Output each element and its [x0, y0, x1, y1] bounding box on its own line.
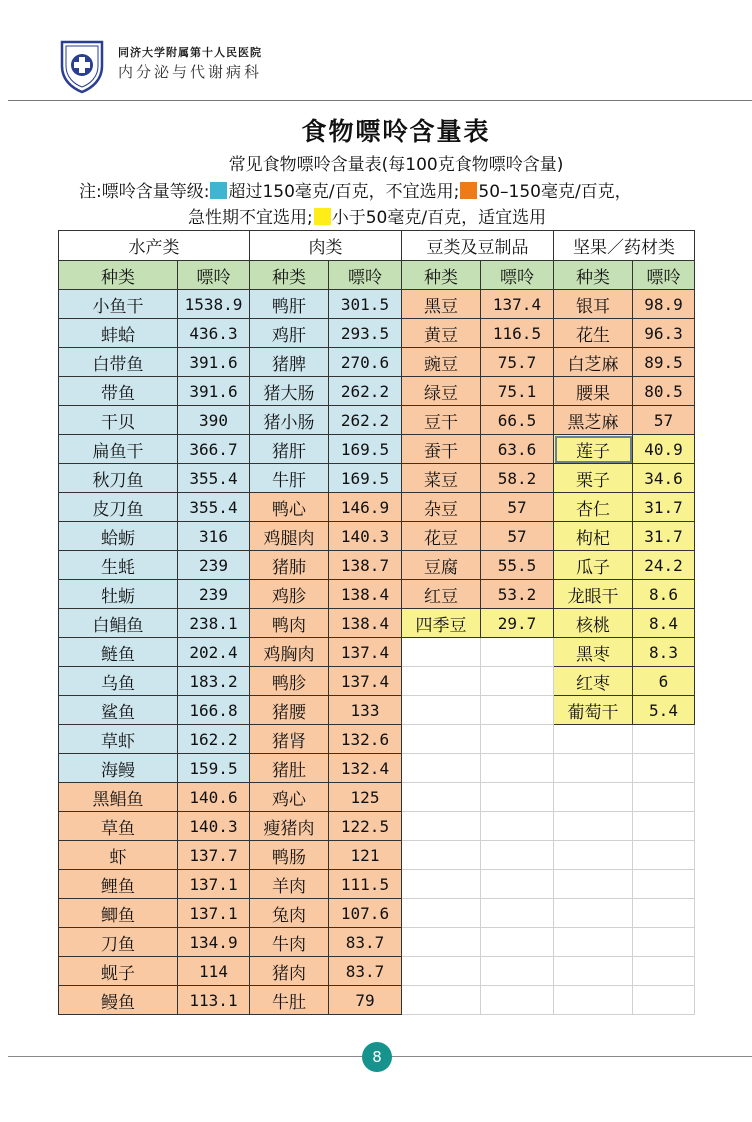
food-name-cell: 黑枣 [554, 638, 633, 667]
purine-value-cell: 239 [178, 551, 250, 580]
purine-value-cell: 140.3 [178, 812, 250, 841]
purine-value-cell: 137.1 [178, 870, 250, 899]
purine-value-cell: 140.6 [178, 783, 250, 812]
purine-value-cell [633, 957, 695, 986]
purine-value-cell: 137.1 [178, 899, 250, 928]
purine-value-cell: 146.9 [329, 493, 402, 522]
purine-value-cell: 162.2 [178, 725, 250, 754]
page-subtitle: 常见食物嘌呤含量表(每100克食物嘌呤含量) [228, 155, 564, 175]
food-name-cell: 枸杞 [554, 522, 633, 551]
food-name-cell: 牛肝 [250, 464, 329, 493]
food-name-cell [554, 870, 633, 899]
purine-value-cell: 183.2 [178, 667, 250, 696]
purine-value-cell: 57 [633, 406, 695, 435]
food-name-cell [402, 696, 481, 725]
food-name-cell [554, 783, 633, 812]
purine-value-cell [633, 841, 695, 870]
food-name-cell: 鲫鱼 [59, 899, 178, 928]
table-row [59, 638, 695, 667]
group-nuts: 坚果／药材类 [554, 231, 695, 261]
food-name-cell [554, 957, 633, 986]
purine-value-cell: 122.5 [329, 812, 402, 841]
purine-value-cell [633, 812, 695, 841]
food-name-cell [554, 899, 633, 928]
col-header-name: 种类 [402, 261, 481, 290]
purine-value-cell [633, 725, 695, 754]
table-row [59, 406, 695, 435]
purine-value-cell: 121 [329, 841, 402, 870]
purine-value-cell: 8.4 [633, 609, 695, 638]
food-name-cell: 栗子 [554, 464, 633, 493]
food-name-cell: 豆干 [402, 406, 481, 435]
legend-low-text: 小于50毫克/百克，适宜选用 [331, 208, 547, 228]
purine-value-cell [481, 928, 554, 957]
purine-value-cell [481, 812, 554, 841]
purine-value-cell [481, 783, 554, 812]
group-header-row [59, 231, 695, 261]
purine-value-cell: 239 [178, 580, 250, 609]
purine-value-cell: 111.5 [329, 870, 402, 899]
food-name-cell [554, 928, 633, 957]
food-name-cell [554, 812, 633, 841]
food-name-cell: 扁鱼干 [59, 435, 178, 464]
purine-value-cell: 262.2 [329, 377, 402, 406]
purine-value-cell: 113.1 [178, 986, 250, 1015]
table-row [59, 725, 695, 754]
purine-value-cell [633, 899, 695, 928]
food-name-cell: 猪大肠 [250, 377, 329, 406]
food-name-cell: 猪肾 [250, 725, 329, 754]
table-row [59, 783, 695, 812]
food-name-cell: 小鱼干 [59, 290, 178, 319]
food-name-cell: 猪脾 [250, 348, 329, 377]
group-meat: 肉类 [250, 231, 402, 261]
purine-value-cell: 355.4 [178, 464, 250, 493]
purine-value-cell: 138.4 [329, 609, 402, 638]
table-row [59, 928, 695, 957]
food-name-cell: 海鳗 [59, 754, 178, 783]
food-name-cell: 银耳 [554, 290, 633, 319]
food-name-cell: 核桃 [554, 609, 633, 638]
food-name-cell: 鸡胗 [250, 580, 329, 609]
legend-note-line2 [188, 203, 546, 228]
purine-value-cell: 66.5 [481, 406, 554, 435]
purine-value-cell: 75.7 [481, 348, 554, 377]
purine-value-cell: 116.5 [481, 319, 554, 348]
purine-value-cell: 140.3 [329, 522, 402, 551]
food-name-cell [554, 725, 633, 754]
table-row [59, 667, 695, 696]
food-name-cell [402, 725, 481, 754]
food-name-cell: 瘦猪肉 [250, 812, 329, 841]
food-name-cell: 白带鱼 [59, 348, 178, 377]
food-name-cell [402, 957, 481, 986]
food-name-cell: 莲子 [554, 435, 633, 464]
purine-value-cell: 34.6 [633, 464, 695, 493]
purine-value-cell: 31.7 [633, 522, 695, 551]
food-name-cell: 豆腐 [402, 551, 481, 580]
food-name-cell [402, 986, 481, 1015]
food-name-cell: 刀鱼 [59, 928, 178, 957]
purine-value-cell: 29.7 [481, 609, 554, 638]
purine-value-cell [481, 696, 554, 725]
purine-table [58, 230, 695, 1015]
food-name-cell: 牡蛎 [59, 580, 178, 609]
purine-value-cell [633, 986, 695, 1015]
purine-value-cell: 355.4 [178, 493, 250, 522]
hospital-name: 同济大学附属第十人民医院 [118, 46, 262, 59]
page-number: 8 [362, 1042, 392, 1072]
food-name-cell: 花豆 [402, 522, 481, 551]
purine-value-cell: 8.3 [633, 638, 695, 667]
purine-value-cell: 57 [481, 493, 554, 522]
food-name-cell: 猪肺 [250, 551, 329, 580]
food-name-cell: 草虾 [59, 725, 178, 754]
food-name-cell: 红豆 [402, 580, 481, 609]
purine-value-cell: 133 [329, 696, 402, 725]
food-name-cell: 杂豆 [402, 493, 481, 522]
food-name-cell: 干贝 [59, 406, 178, 435]
purine-value-cell: 57 [481, 522, 554, 551]
group-beans: 豆类及豆制品 [402, 231, 554, 261]
purine-value-cell: 137.4 [329, 667, 402, 696]
table-row [59, 812, 695, 841]
food-name-cell: 绿豆 [402, 377, 481, 406]
legend-swatch-mid [460, 182, 477, 199]
department-name: 内分泌与代谢病科 [118, 63, 263, 81]
purine-value-cell: 89.5 [633, 348, 695, 377]
purine-value-cell: 40.9 [633, 435, 695, 464]
table-row [59, 609, 695, 638]
purine-value-cell [633, 783, 695, 812]
food-name-cell: 鸡胸肉 [250, 638, 329, 667]
food-name-cell: 杏仁 [554, 493, 633, 522]
purine-value-cell: 238.1 [178, 609, 250, 638]
purine-value-cell: 5.4 [633, 696, 695, 725]
food-name-cell: 鸡心 [250, 783, 329, 812]
food-name-cell: 豌豆 [402, 348, 481, 377]
purine-value-cell [633, 870, 695, 899]
header-divider [8, 100, 752, 101]
food-name-cell: 猪肝 [250, 435, 329, 464]
table-row [59, 580, 695, 609]
legend-high-text: 超过150毫克/百克，不宜选用; [228, 182, 460, 202]
food-name-cell: 兔肉 [250, 899, 329, 928]
food-name-cell [402, 812, 481, 841]
food-name-cell: 花生 [554, 319, 633, 348]
column-header-row [59, 261, 695, 290]
legend-swatch-low [314, 208, 331, 225]
col-header-value: 嘌呤 [633, 261, 695, 290]
food-name-cell [402, 667, 481, 696]
food-name-cell: 羊肉 [250, 870, 329, 899]
purine-value-cell: 134.9 [178, 928, 250, 957]
food-name-cell: 生蚝 [59, 551, 178, 580]
food-name-cell: 鲤鱼 [59, 870, 178, 899]
food-name-cell: 带鱼 [59, 377, 178, 406]
purine-value-cell: 159.5 [178, 754, 250, 783]
purine-value-cell: 63.6 [481, 435, 554, 464]
food-name-cell: 鸡肝 [250, 319, 329, 348]
col-header-name: 种类 [554, 261, 633, 290]
food-name-cell: 秋刀鱼 [59, 464, 178, 493]
food-name-cell: 菜豆 [402, 464, 481, 493]
food-name-cell [402, 783, 481, 812]
food-name-cell [402, 638, 481, 667]
purine-value-cell: 114 [178, 957, 250, 986]
purine-value-cell: 1538.9 [178, 290, 250, 319]
food-name-cell: 瓜子 [554, 551, 633, 580]
page-header [0, 0, 752, 100]
food-name-cell: 鲨鱼 [59, 696, 178, 725]
food-name-cell: 牛肚 [250, 986, 329, 1015]
purine-value-cell [481, 638, 554, 667]
purine-value-cell: 6 [633, 667, 695, 696]
purine-value-cell: 138.4 [329, 580, 402, 609]
legend-note-line1 [79, 177, 632, 202]
page-title: 食物嘌呤含量表 [301, 117, 491, 146]
food-name-cell: 黑芝麻 [554, 406, 633, 435]
food-name-cell: 牛肉 [250, 928, 329, 957]
purine-value-cell [481, 725, 554, 754]
food-name-cell: 虾 [59, 841, 178, 870]
purine-value-cell: 137.4 [329, 638, 402, 667]
food-name-cell: 四季豆 [402, 609, 481, 638]
legend-mid-text: 50–150毫克/百克， [478, 182, 632, 202]
purine-value-cell [481, 899, 554, 928]
food-name-cell: 龙眼干 [554, 580, 633, 609]
food-name-cell: 鸡腿肉 [250, 522, 329, 551]
purine-value-cell: 24.2 [633, 551, 695, 580]
table-row [59, 435, 695, 464]
food-name-cell: 腰果 [554, 377, 633, 406]
hospital-logo [58, 38, 106, 94]
purine-value-cell: 83.7 [329, 928, 402, 957]
table-row [59, 696, 695, 725]
purine-value-cell: 391.6 [178, 348, 250, 377]
purine-value-cell: 391.6 [178, 377, 250, 406]
food-name-cell: 蚬子 [59, 957, 178, 986]
purine-value-cell: 98.9 [633, 290, 695, 319]
food-name-cell: 鸭肠 [250, 841, 329, 870]
table-row [59, 870, 695, 899]
food-name-cell: 白芝麻 [554, 348, 633, 377]
food-name-cell: 蚌蛤 [59, 319, 178, 348]
purine-value-cell [633, 928, 695, 957]
table-row [59, 899, 695, 928]
food-name-cell: 白鲳鱼 [59, 609, 178, 638]
food-name-cell [402, 754, 481, 783]
purine-value-cell: 107.6 [329, 899, 402, 928]
legend-prefix: 注:嘌呤含量等级: [79, 182, 210, 202]
food-name-cell: 黑鲳鱼 [59, 783, 178, 812]
purine-value-cell [481, 841, 554, 870]
table-row [59, 377, 695, 406]
purine-value-cell: 132.6 [329, 725, 402, 754]
food-name-cell: 鲢鱼 [59, 638, 178, 667]
table-row [59, 348, 695, 377]
food-name-cell: 猪腰 [250, 696, 329, 725]
food-name-cell: 红枣 [554, 667, 633, 696]
food-name-cell: 乌鱼 [59, 667, 178, 696]
purine-value-cell [481, 667, 554, 696]
food-name-cell [402, 841, 481, 870]
food-name-cell: 猪小肠 [250, 406, 329, 435]
food-name-cell: 猪肚 [250, 754, 329, 783]
purine-value-cell: 169.5 [329, 435, 402, 464]
table-row [59, 841, 695, 870]
table-row [59, 551, 695, 580]
col-header-name: 种类 [250, 261, 329, 290]
food-name-cell: 蛤蛎 [59, 522, 178, 551]
purine-value-cell: 366.7 [178, 435, 250, 464]
table-row [59, 957, 695, 986]
purine-value-cell: 75.1 [481, 377, 554, 406]
food-name-cell: 黑豆 [402, 290, 481, 319]
table-row [59, 290, 695, 319]
purine-value-cell [481, 986, 554, 1015]
food-name-cell [402, 899, 481, 928]
purine-value-cell: 390 [178, 406, 250, 435]
purine-value-cell: 55.5 [481, 551, 554, 580]
food-name-cell [554, 841, 633, 870]
table-row [59, 522, 695, 551]
purine-value-cell [481, 957, 554, 986]
purine-value-cell: 8.6 [633, 580, 695, 609]
purine-value-cell: 169.5 [329, 464, 402, 493]
table-row [59, 319, 695, 348]
food-name-cell: 鸭胗 [250, 667, 329, 696]
table-body [59, 290, 695, 1015]
purine-value-cell: 79 [329, 986, 402, 1015]
food-name-cell: 鸭心 [250, 493, 329, 522]
purine-value-cell: 53.2 [481, 580, 554, 609]
purine-value-cell: 436.3 [178, 319, 250, 348]
purine-value-cell: 132.4 [329, 754, 402, 783]
food-name-cell [554, 754, 633, 783]
table-row [59, 986, 695, 1015]
legend-mid-text-cont: 急性期不宜选用; [188, 208, 313, 228]
table-row [59, 464, 695, 493]
table-row [59, 754, 695, 783]
food-name-cell: 鳗鱼 [59, 986, 178, 1015]
purine-value-cell: 96.3 [633, 319, 695, 348]
purine-value-cell: 301.5 [329, 290, 402, 319]
group-seafood: 水产类 [59, 231, 250, 261]
col-header-value: 嘌呤 [329, 261, 402, 290]
purine-value-cell: 125 [329, 783, 402, 812]
food-name-cell [402, 870, 481, 899]
purine-value-cell: 31.7 [633, 493, 695, 522]
purine-value-cell: 137.7 [178, 841, 250, 870]
table-row [59, 493, 695, 522]
food-name-cell [554, 986, 633, 1015]
purine-value-cell: 166.8 [178, 696, 250, 725]
food-name-cell: 草鱼 [59, 812, 178, 841]
food-name-cell: 皮刀鱼 [59, 493, 178, 522]
purine-value-cell [481, 754, 554, 783]
col-header-value: 嘌呤 [178, 261, 250, 290]
col-header-name: 种类 [59, 261, 178, 290]
food-name-cell: 鸭肝 [250, 290, 329, 319]
legend-swatch-high [210, 182, 227, 199]
purine-value-cell: 138.7 [329, 551, 402, 580]
purine-value-cell: 316 [178, 522, 250, 551]
purine-value-cell: 137.4 [481, 290, 554, 319]
col-header-value: 嘌呤 [481, 261, 554, 290]
purine-value-cell: 262.2 [329, 406, 402, 435]
purine-value-cell: 202.4 [178, 638, 250, 667]
purine-value-cell [633, 754, 695, 783]
purine-value-cell: 80.5 [633, 377, 695, 406]
purine-value-cell: 270.6 [329, 348, 402, 377]
purine-value-cell: 293.5 [329, 319, 402, 348]
food-name-cell: 黄豆 [402, 319, 481, 348]
food-name-cell: 蚕干 [402, 435, 481, 464]
food-name-cell [402, 928, 481, 957]
food-name-cell: 猪肉 [250, 957, 329, 986]
purine-value-cell [481, 870, 554, 899]
food-name-cell: 葡萄干 [554, 696, 633, 725]
purine-value-cell: 58.2 [481, 464, 554, 493]
purine-value-cell: 83.7 [329, 957, 402, 986]
food-name-cell: 鸭肉 [250, 609, 329, 638]
